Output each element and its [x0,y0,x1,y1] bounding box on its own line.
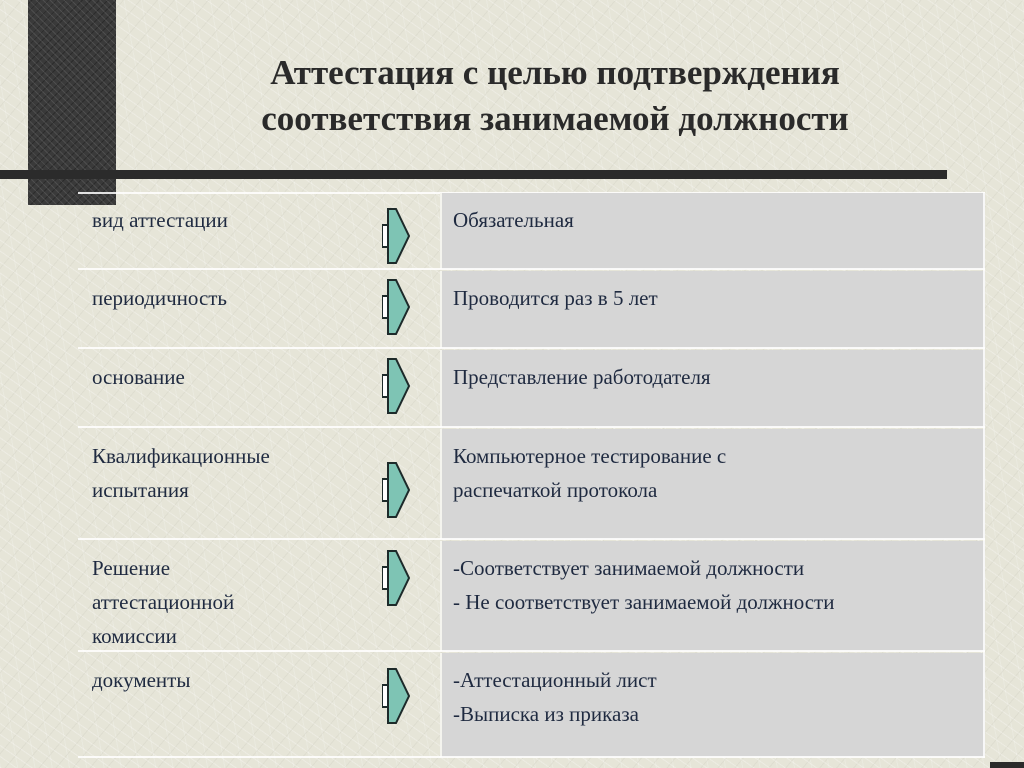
row-value [440,429,985,539]
arrow-right-icon [382,461,410,519]
row-value [440,271,985,348]
table-right-border [983,192,985,758]
slide-title-line-1: Аттестация с целью подтверждения [270,53,840,92]
row-value [440,653,985,757]
decorative-corner-rule [990,762,1024,768]
row-label-line: Квалификационные [92,444,270,468]
row-value [440,350,985,427]
row-value-line: распечаткой протокола [453,478,658,502]
table-row [78,271,985,348]
row-label-line: документы [92,668,191,692]
row-value-line: Компьютерное тестирование с [453,444,727,468]
row-label-line: Решение [92,556,171,580]
row-label-line: периодичность [92,286,228,310]
row-value [440,193,985,269]
slide-title [130,50,980,142]
row-label-line: вид аттестации [92,208,228,232]
attestation-table [78,193,985,757]
row-value-line: Проводится раз в 5 лет [453,286,658,310]
row-value-line: Обязательная [453,208,574,232]
arrow-right-icon [382,667,410,725]
row-label-line: испытания [92,478,189,502]
arrow-right-icon [382,207,410,265]
row-label-line: основание [92,365,185,389]
table-row [78,193,985,269]
slide-title-line-2: соответствия занимаемой должности [261,99,849,138]
table-row [78,653,985,757]
arrow-right-icon [382,357,410,415]
row-value-line: Представление работодателя [453,365,711,389]
row-value-line: - Не соответствует занимаемой должности [453,590,835,614]
table-row [78,429,985,539]
row-value-line: -Соответствует занимаемой должности [453,556,805,580]
table-row [78,350,985,427]
arrow-right-icon [382,549,410,607]
decorative-horizontal-rule [0,170,947,179]
arrow-right-icon [382,278,410,336]
table-row [78,541,985,651]
row-label-line: аттестационной [92,590,235,614]
row-value [440,541,985,651]
row-value-line: -Аттестационный лист [453,668,657,692]
row-value-line: -Выписка из приказа [453,702,639,726]
row-label-line: комиссии [92,624,177,648]
